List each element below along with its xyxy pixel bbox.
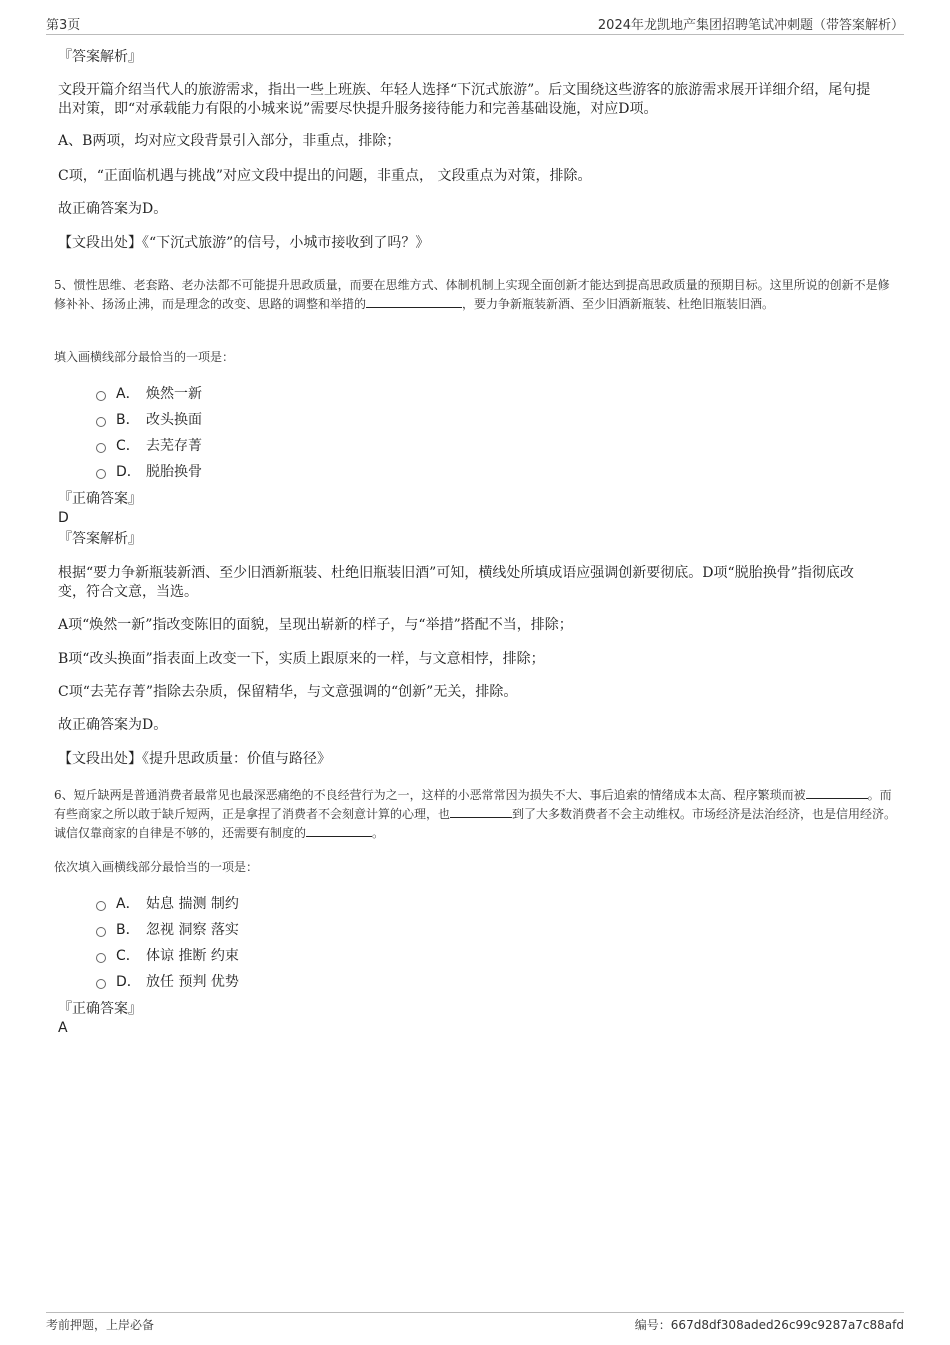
q5-analysis-p2: A项“焕然一新”指改变陈旧的面貌，呈现出崭新的样子，与“举措”搭配不当，排除；	[58, 617, 573, 633]
radio-icon[interactable]	[96, 469, 106, 479]
q6-blank-2	[450, 805, 512, 818]
document-title: 2024年龙凯地产集团招聘笔试冲刺题（带答案解析）	[597, 18, 904, 33]
q4-analysis-p3: C项，“正面临机遇与挑战”对应文段中提出的问题，非重点， 文段重点为对策，排除。	[58, 168, 592, 184]
radio-icon[interactable]	[96, 901, 106, 911]
q5-analysis-label: 『答案解析』	[58, 531, 142, 547]
q4-analysis-p4: 故正确答案为D。	[58, 201, 168, 217]
radio-icon[interactable]	[96, 391, 106, 401]
page-number: 第3页	[46, 18, 81, 33]
q5-analysis-p3: B项“改头换面”指表面上改变一下，实质上跟原来的一样，与文意相悖，排除；	[58, 651, 545, 667]
q5-option-c[interactable]: C． 去芜存菁	[96, 436, 202, 456]
q5-source: 【文段出处】《提升思政质量：价值与路径》	[58, 751, 331, 767]
q5-analysis-p4: C项“去芜存菁”指除去杂质，保留精华，与文意强调的“创新”无关，排除。	[58, 684, 518, 700]
radio-icon[interactable]	[96, 417, 106, 427]
q5-prompt: 填入画横线部分最恰当的一项是：	[54, 350, 235, 364]
q6-option-d[interactable]: D． 放任 预判 优势	[96, 972, 239, 992]
document-id: 编号：667d8df308aded26c99c9287a7c88afd	[634, 1318, 904, 1332]
q5-option-b[interactable]: B． 改头换面	[96, 410, 202, 430]
q4-analysis-p1: 文段开篇介绍当代人的旅游需求，指出一些上班族、年轻人选择“下沉式旅游”。后文围绕这些游客的旅游需求展开详细介绍，尾句提出对策，即“对承载能力有限的小城来说”需要尽快提升服务接待能力和完善基础设施，对应D项。	[58, 82, 871, 117]
q5-option-d[interactable]: D． 脱胎换骨	[96, 462, 202, 482]
q5-analysis-p5: 故正确答案为D。	[58, 717, 168, 733]
q6-option-b[interactable]: B． 忽视 洞察 落实	[96, 920, 239, 940]
q4-analysis-label: 『答案解析』	[58, 49, 142, 65]
radio-icon[interactable]	[96, 443, 106, 453]
radio-icon[interactable]	[96, 953, 106, 963]
q5-answer-label: 『正确答案』	[58, 491, 142, 507]
radio-icon[interactable]	[96, 927, 106, 937]
q5-answer: D	[58, 510, 69, 526]
page-footer	[46, 1312, 904, 1337]
page-header	[46, 14, 904, 35]
q6-prompt: 依次填入画横线部分最恰当的一项是：	[54, 860, 259, 874]
q4-source: 【文段出处】《“下沉式旅游”的信号，小城市接收到了吗？》	[58, 235, 430, 251]
radio-icon[interactable]	[96, 979, 106, 989]
q6-option-c[interactable]: C． 体谅 推断 约束	[96, 946, 239, 966]
q5-analysis-p1: 根据“要力争新瓶装新酒、至少旧酒新瓶装、杜绝旧瓶装旧酒”可知，横线处所填成语应强调创新要彻底。D项“脱胎换骨”指彻底改变，符合文意，当选。	[58, 565, 854, 600]
q4-analysis-p2: A、B两项，均对应文段背景引入部分，非重点，排除；	[58, 133, 401, 149]
q6-option-a[interactable]: A． 姑息 揣测 制约	[96, 894, 239, 914]
q6-blank-1	[806, 786, 868, 799]
q5-stem: 5、惯性思维、老套路、老办法都不可能提升思政质量，而要在思维方式、体制机制上实现全面创新才能达到提高思政质量的预期目标。这里所说的创新不是修修补补、扬汤止沸，而是理念的改变、思路的调整和举措的 ，要力争新瓶装新酒、至少旧酒新瓶装、杜绝旧瓶装旧酒。	[54, 278, 890, 311]
footer-slogan: 考前押题，上岸必备	[46, 1318, 155, 1332]
q6-blank-3	[306, 824, 372, 837]
q5-option-a[interactable]: A． 焕然一新	[96, 384, 202, 404]
q6-answer: A	[58, 1020, 68, 1036]
q6-stem: 6、短斤缺两是普通消费者最常见也最深恶痛绝的不良经营行为之一，这样的小恶常常因为损失不大、事后追索的情绪成本太高、程序繁琐而被 。而有些商家之所以敢于缺斤短两，正是拿捏了消费者不会刻意计算的心理，也 到了大多数消费者不会主动维权。市场经济是法治经济，也是信用经济。诚信仅靠商家的自律是不够的，还需要有制度的 。	[54, 788, 897, 840]
q6-answer-label: 『正确答案』	[58, 1001, 142, 1017]
q5-blank	[366, 295, 462, 308]
